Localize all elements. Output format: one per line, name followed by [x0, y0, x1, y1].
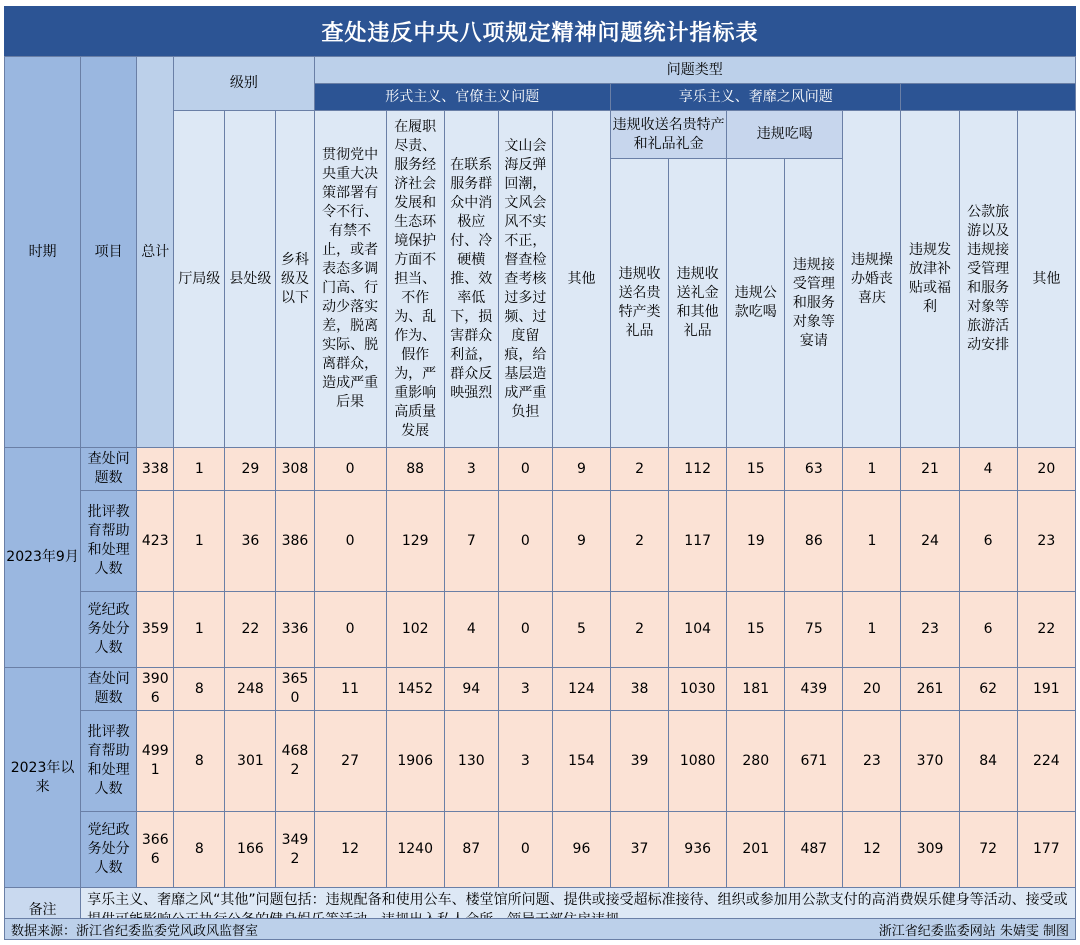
- value-cell: 166: [225, 812, 276, 888]
- value-cell: 5: [552, 592, 610, 668]
- value-cell: 0: [498, 812, 552, 888]
- table-row: [5, 668, 1076, 711]
- header-item: 项目: [81, 57, 137, 448]
- value-cell: 3: [498, 711, 552, 812]
- header-formalism-col: 在联系服务群众中消极应付、冷硬横推、效率低下，损害群众利益，群众反映强烈: [444, 111, 498, 448]
- value-cell: 117: [669, 491, 727, 592]
- value-cell: 191: [1017, 668, 1075, 711]
- header-problem-type: 问题类型: [314, 57, 1075, 84]
- value-cell: 9: [552, 448, 610, 491]
- value-cell: 2: [611, 491, 669, 592]
- header-hedonism: 享乐主义、奢靡之风问题: [611, 84, 901, 111]
- note-label: 备注: [5, 888, 81, 933]
- period-label: 2023年以来: [5, 668, 81, 888]
- stats-table: [4, 56, 1076, 933]
- value-cell: 1: [174, 592, 225, 668]
- value-cell: 386: [276, 491, 314, 592]
- value-cell: 112: [669, 448, 727, 491]
- row-item-label: 批评教育帮助和处理人数: [81, 711, 137, 812]
- footer-bar: [4, 918, 1076, 940]
- value-cell: 4: [444, 592, 498, 668]
- value-cell: 201: [727, 812, 785, 888]
- value-cell: 84: [959, 711, 1017, 812]
- row-item-label: 查处问题数: [81, 448, 137, 491]
- value-cell: 24: [901, 491, 959, 592]
- value-cell: 62: [959, 668, 1017, 711]
- value-cell: 280: [727, 711, 785, 812]
- value-cell: 2: [611, 592, 669, 668]
- header-period: 时期: [5, 57, 81, 448]
- value-cell: 181: [727, 668, 785, 711]
- header-level-col: 乡科级及以下: [276, 111, 314, 448]
- value-cell: 1: [843, 491, 901, 592]
- note-text: 享乐主义、奢靡之风“其他”问题包括：违规配备和使用公车、楼堂馆所问题、提供或接受超标准接待、组织或参加用公款支付的高消费娱乐健身等活动、接受或: [81, 888, 1076, 933]
- value-cell: 3: [444, 448, 498, 491]
- value-cell: 336: [276, 592, 314, 668]
- credit: 浙江省纪委监委网站 朱婧雯 制图: [878, 923, 1069, 939]
- header-total: 总计: [137, 57, 174, 448]
- value-cell: 8: [174, 711, 225, 812]
- value-cell: 309: [901, 812, 959, 888]
- value-cell: 124: [552, 668, 610, 711]
- value-cell: 359: [137, 592, 174, 668]
- value-cell: 29: [225, 448, 276, 491]
- value-cell: 22: [1017, 592, 1075, 668]
- value-cell: 0: [314, 491, 386, 592]
- value-cell: 12: [843, 812, 901, 888]
- table-row: [5, 592, 1076, 668]
- row-item-label: 批评教育帮助和处理人数: [81, 491, 137, 592]
- value-cell: 23: [901, 592, 959, 668]
- value-cell: 439: [785, 668, 843, 711]
- value-cell: 8: [174, 812, 225, 888]
- value-cell: 36: [225, 491, 276, 592]
- value-cell: 1: [843, 592, 901, 668]
- value-cell: 37: [611, 812, 669, 888]
- header-gift-col: 违规收送名贵特产类礼品: [611, 159, 669, 448]
- value-cell: 1030: [669, 668, 727, 711]
- value-cell: 224: [1017, 711, 1075, 812]
- header-hedonism-col: 违规发放津补贴或福利: [901, 111, 959, 448]
- value-cell: 671: [785, 711, 843, 812]
- value-cell: 75: [785, 592, 843, 668]
- value-cell: 1080: [669, 711, 727, 812]
- value-cell: 11: [314, 668, 386, 711]
- value-cell: 129: [386, 491, 444, 592]
- value-cell: 1906: [386, 711, 444, 812]
- value-cell: 23: [843, 711, 901, 812]
- value-cell: 12: [314, 812, 386, 888]
- header-meal-group: 违规吃喝: [727, 111, 843, 159]
- value-cell: 177: [1017, 812, 1075, 888]
- value-cell: 102: [386, 592, 444, 668]
- header-level-col: 县处级: [225, 111, 276, 448]
- value-cell: 104: [669, 592, 727, 668]
- value-cell: 370: [901, 711, 959, 812]
- header-formalism: 形式主义、官僚主义问题: [314, 84, 611, 111]
- value-cell: 0: [498, 448, 552, 491]
- value-cell: 1: [174, 448, 225, 491]
- value-cell: 1: [174, 491, 225, 592]
- value-cell: 423: [137, 491, 174, 592]
- table-row: [5, 448, 1076, 491]
- value-cell: 487: [785, 812, 843, 888]
- value-cell: 27: [314, 711, 386, 812]
- row-item-label: 查处问题数: [81, 668, 137, 711]
- value-cell: 3666: [137, 812, 174, 888]
- value-cell: 39: [611, 711, 669, 812]
- header-hedonism-col: 违规操办婚丧喜庆: [843, 111, 901, 448]
- header-meal-col: 违规接受管理和服务对象等宴请: [785, 159, 843, 448]
- value-cell: 4: [959, 448, 1017, 491]
- value-cell: 88: [386, 448, 444, 491]
- value-cell: 338: [137, 448, 174, 491]
- header-level-col: 厅局级: [174, 111, 225, 448]
- value-cell: 63: [785, 448, 843, 491]
- value-cell: 8: [174, 668, 225, 711]
- value-cell: 301: [225, 711, 276, 812]
- value-cell: 87: [444, 812, 498, 888]
- data-source: 数据来源：浙江省纪委监委党风政风监督室: [11, 923, 259, 939]
- value-cell: 261: [901, 668, 959, 711]
- row-item-label: 党纪政务处分人数: [81, 812, 137, 888]
- value-cell: 0: [498, 491, 552, 592]
- header-hedonism-col: 其他: [1017, 111, 1075, 448]
- value-cell: 308: [276, 448, 314, 491]
- value-cell: 248: [225, 668, 276, 711]
- value-cell: 20: [843, 668, 901, 711]
- value-cell: 130: [444, 711, 498, 812]
- value-cell: 38: [611, 668, 669, 711]
- value-cell: 3906: [137, 668, 174, 711]
- header-hedonism-blank: [901, 84, 1076, 111]
- value-cell: 23: [1017, 491, 1075, 592]
- header-formalism-col: 在履职尽责、服务经济社会发展和生态环境保护方面不担当、不作为、乱作为、假作为，严重影响高质量发展: [386, 111, 444, 448]
- value-cell: 22: [225, 592, 276, 668]
- value-cell: 94: [444, 668, 498, 711]
- value-cell: 0: [314, 448, 386, 491]
- header-formalism-col: 文山会海反弹回潮，文风会风不实不正，督查检查考核过多过频、过度留痕，给基层造成严重负担: [498, 111, 552, 448]
- header-formalism-col: 贯彻党中央重大决策部署有令不行、有禁不止，或者表态多调门高、行动少落实差，脱离实际、脱离群众，造成严重后果: [314, 111, 386, 448]
- header-meal-col: 违规公款吃喝: [727, 159, 785, 448]
- value-cell: 0: [314, 592, 386, 668]
- value-cell: 19: [727, 491, 785, 592]
- value-cell: 96: [552, 812, 610, 888]
- value-cell: 3492: [276, 812, 314, 888]
- row-item-label: 党纪政务处分人数: [81, 592, 137, 668]
- value-cell: 72: [959, 812, 1017, 888]
- value-cell: 6: [959, 592, 1017, 668]
- value-cell: 1452: [386, 668, 444, 711]
- table-row: [5, 812, 1076, 888]
- value-cell: 1240: [386, 812, 444, 888]
- table-row: [5, 711, 1076, 812]
- header-hedonism-col: 公款旅游以及违规接受管理和服务对象等旅游活动安排: [959, 111, 1017, 448]
- value-cell: 3: [498, 668, 552, 711]
- value-cell: 1: [843, 448, 901, 491]
- value-cell: 15: [727, 592, 785, 668]
- value-cell: 9: [552, 491, 610, 592]
- value-cell: 4682: [276, 711, 314, 812]
- value-cell: 4991: [137, 711, 174, 812]
- value-cell: 3650: [276, 668, 314, 711]
- value-cell: 21: [901, 448, 959, 491]
- value-cell: 20: [1017, 448, 1075, 491]
- header-level: 级别: [174, 57, 314, 111]
- value-cell: 936: [669, 812, 727, 888]
- value-cell: 86: [785, 491, 843, 592]
- header-formalism-col: 其他: [552, 111, 610, 448]
- value-cell: 6: [959, 491, 1017, 592]
- table-row: [5, 491, 1076, 592]
- value-cell: 154: [552, 711, 610, 812]
- value-cell: 2: [611, 448, 669, 491]
- value-cell: 0: [498, 592, 552, 668]
- table-title: 查处违反中央八项规定精神问题统计指标表: [4, 6, 1076, 56]
- header-gift-col: 违规收送礼金和其他礼品: [669, 159, 727, 448]
- period-label: 2023年9月: [5, 448, 81, 668]
- value-cell: 7: [444, 491, 498, 592]
- value-cell: 15: [727, 448, 785, 491]
- header-gift-group: 违规收送名贵特产和礼品礼金: [611, 111, 727, 159]
